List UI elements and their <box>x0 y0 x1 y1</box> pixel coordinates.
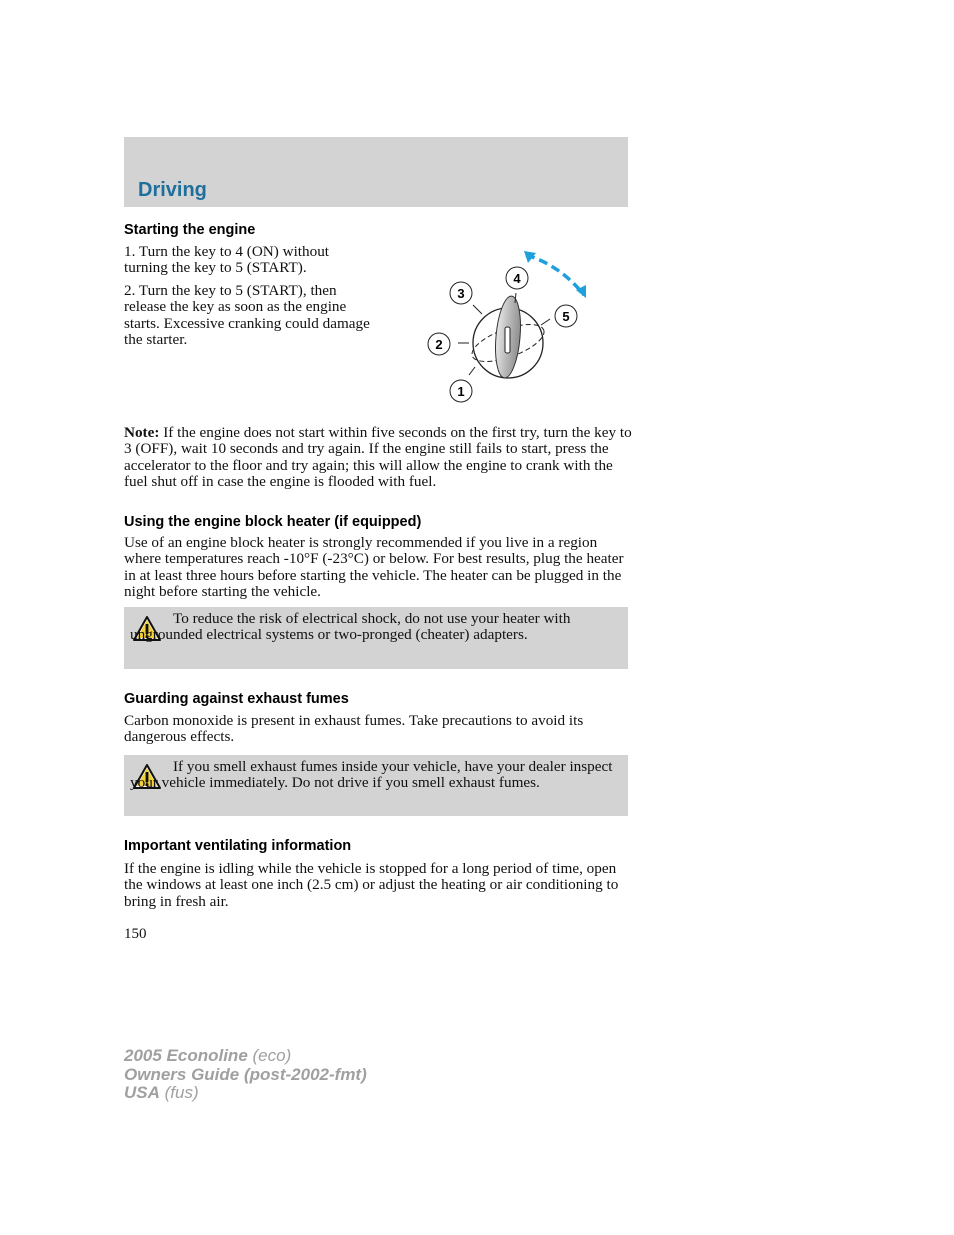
position-4-label: 4 <box>513 271 521 286</box>
position-2-label: 2 <box>435 337 443 352</box>
heading-exhaust-fumes: Guarding against exhaust fumes <box>124 691 349 707</box>
ignition-key-diagram <box>420 245 600 410</box>
note-text: If the engine does not start within five seconds on the first try, turn the key to 3 (OFF), wait 10 seconds and try again. If the engine still fails to start, press the accelerator to the floor and try again; this will allow the engine to crank with the fuel shut off in case the engine is flooded with fuel. <box>124 424 632 490</box>
block-heater-text: Use of an engine block heater is strongly recommended if you live in a region where temperatures reach -10°F (-23°C) or below. For best results, plug the heater in at least three hours before starting the vehicle. The heater can be plugged in the night before starting the vehicle. <box>124 534 624 600</box>
warning-text-shock: To reduce the risk of electrical shock, do not use your heater with ungrounded electrical systems or two-pronged (cheater) adapters. <box>130 610 571 644</box>
warning-box-exhaust <box>124 755 628 816</box>
exhaust-text: Carbon monoxide is present in exhaust fumes. Take precautions to avoid its dangerous effects. <box>124 712 584 746</box>
warning-box-shock <box>124 607 628 669</box>
position-1-label: 1 <box>457 384 465 399</box>
section-title: Driving <box>138 179 207 201</box>
step-2-text: 2. Turn the key to 5 (START), then release the key as soon as the engine starts. Excessive cranking could damage the starter. <box>124 282 370 348</box>
position-5-label: 5 <box>562 309 570 324</box>
document-footer <box>124 1047 367 1103</box>
step-1-text: 1. Turn the key to 4 (ON) without turning the key to 5 (START). <box>124 243 330 277</box>
footer-line-3: USA (fus) <box>124 1083 199 1102</box>
footer-line-2: Owners Guide (post-2002-fmt) <box>124 1064 367 1084</box>
heading-block-heater: Using the engine block heater (if equipped) <box>124 514 422 530</box>
footer-line-1: 2005 Econoline (eco) <box>124 1046 292 1065</box>
key-slot <box>505 327 510 353</box>
heading-ventilating: Important ventilating information <box>124 838 352 854</box>
section-header-band <box>124 137 628 207</box>
note-paragraph <box>124 425 632 490</box>
position-3-label: 3 <box>457 286 465 301</box>
note-label: Note: <box>124 424 160 441</box>
warning-text-exhaust: If you smell exhaust fumes inside your vehicle, have your dealer inspect your vehicle immediately. Do not drive if you smell exhaust fumes. <box>130 758 613 792</box>
heading-starting-engine: Starting the engine <box>124 222 256 238</box>
page-number: 150 <box>124 926 147 942</box>
ventilating-text: If the engine is idling while the vehicle is stopped for a long period of time, open the windows at least one inch (2.5 cm) or adjust the heating or air conditioning to bring in fresh air. <box>124 860 619 910</box>
rotation-arrow <box>526 255 584 295</box>
